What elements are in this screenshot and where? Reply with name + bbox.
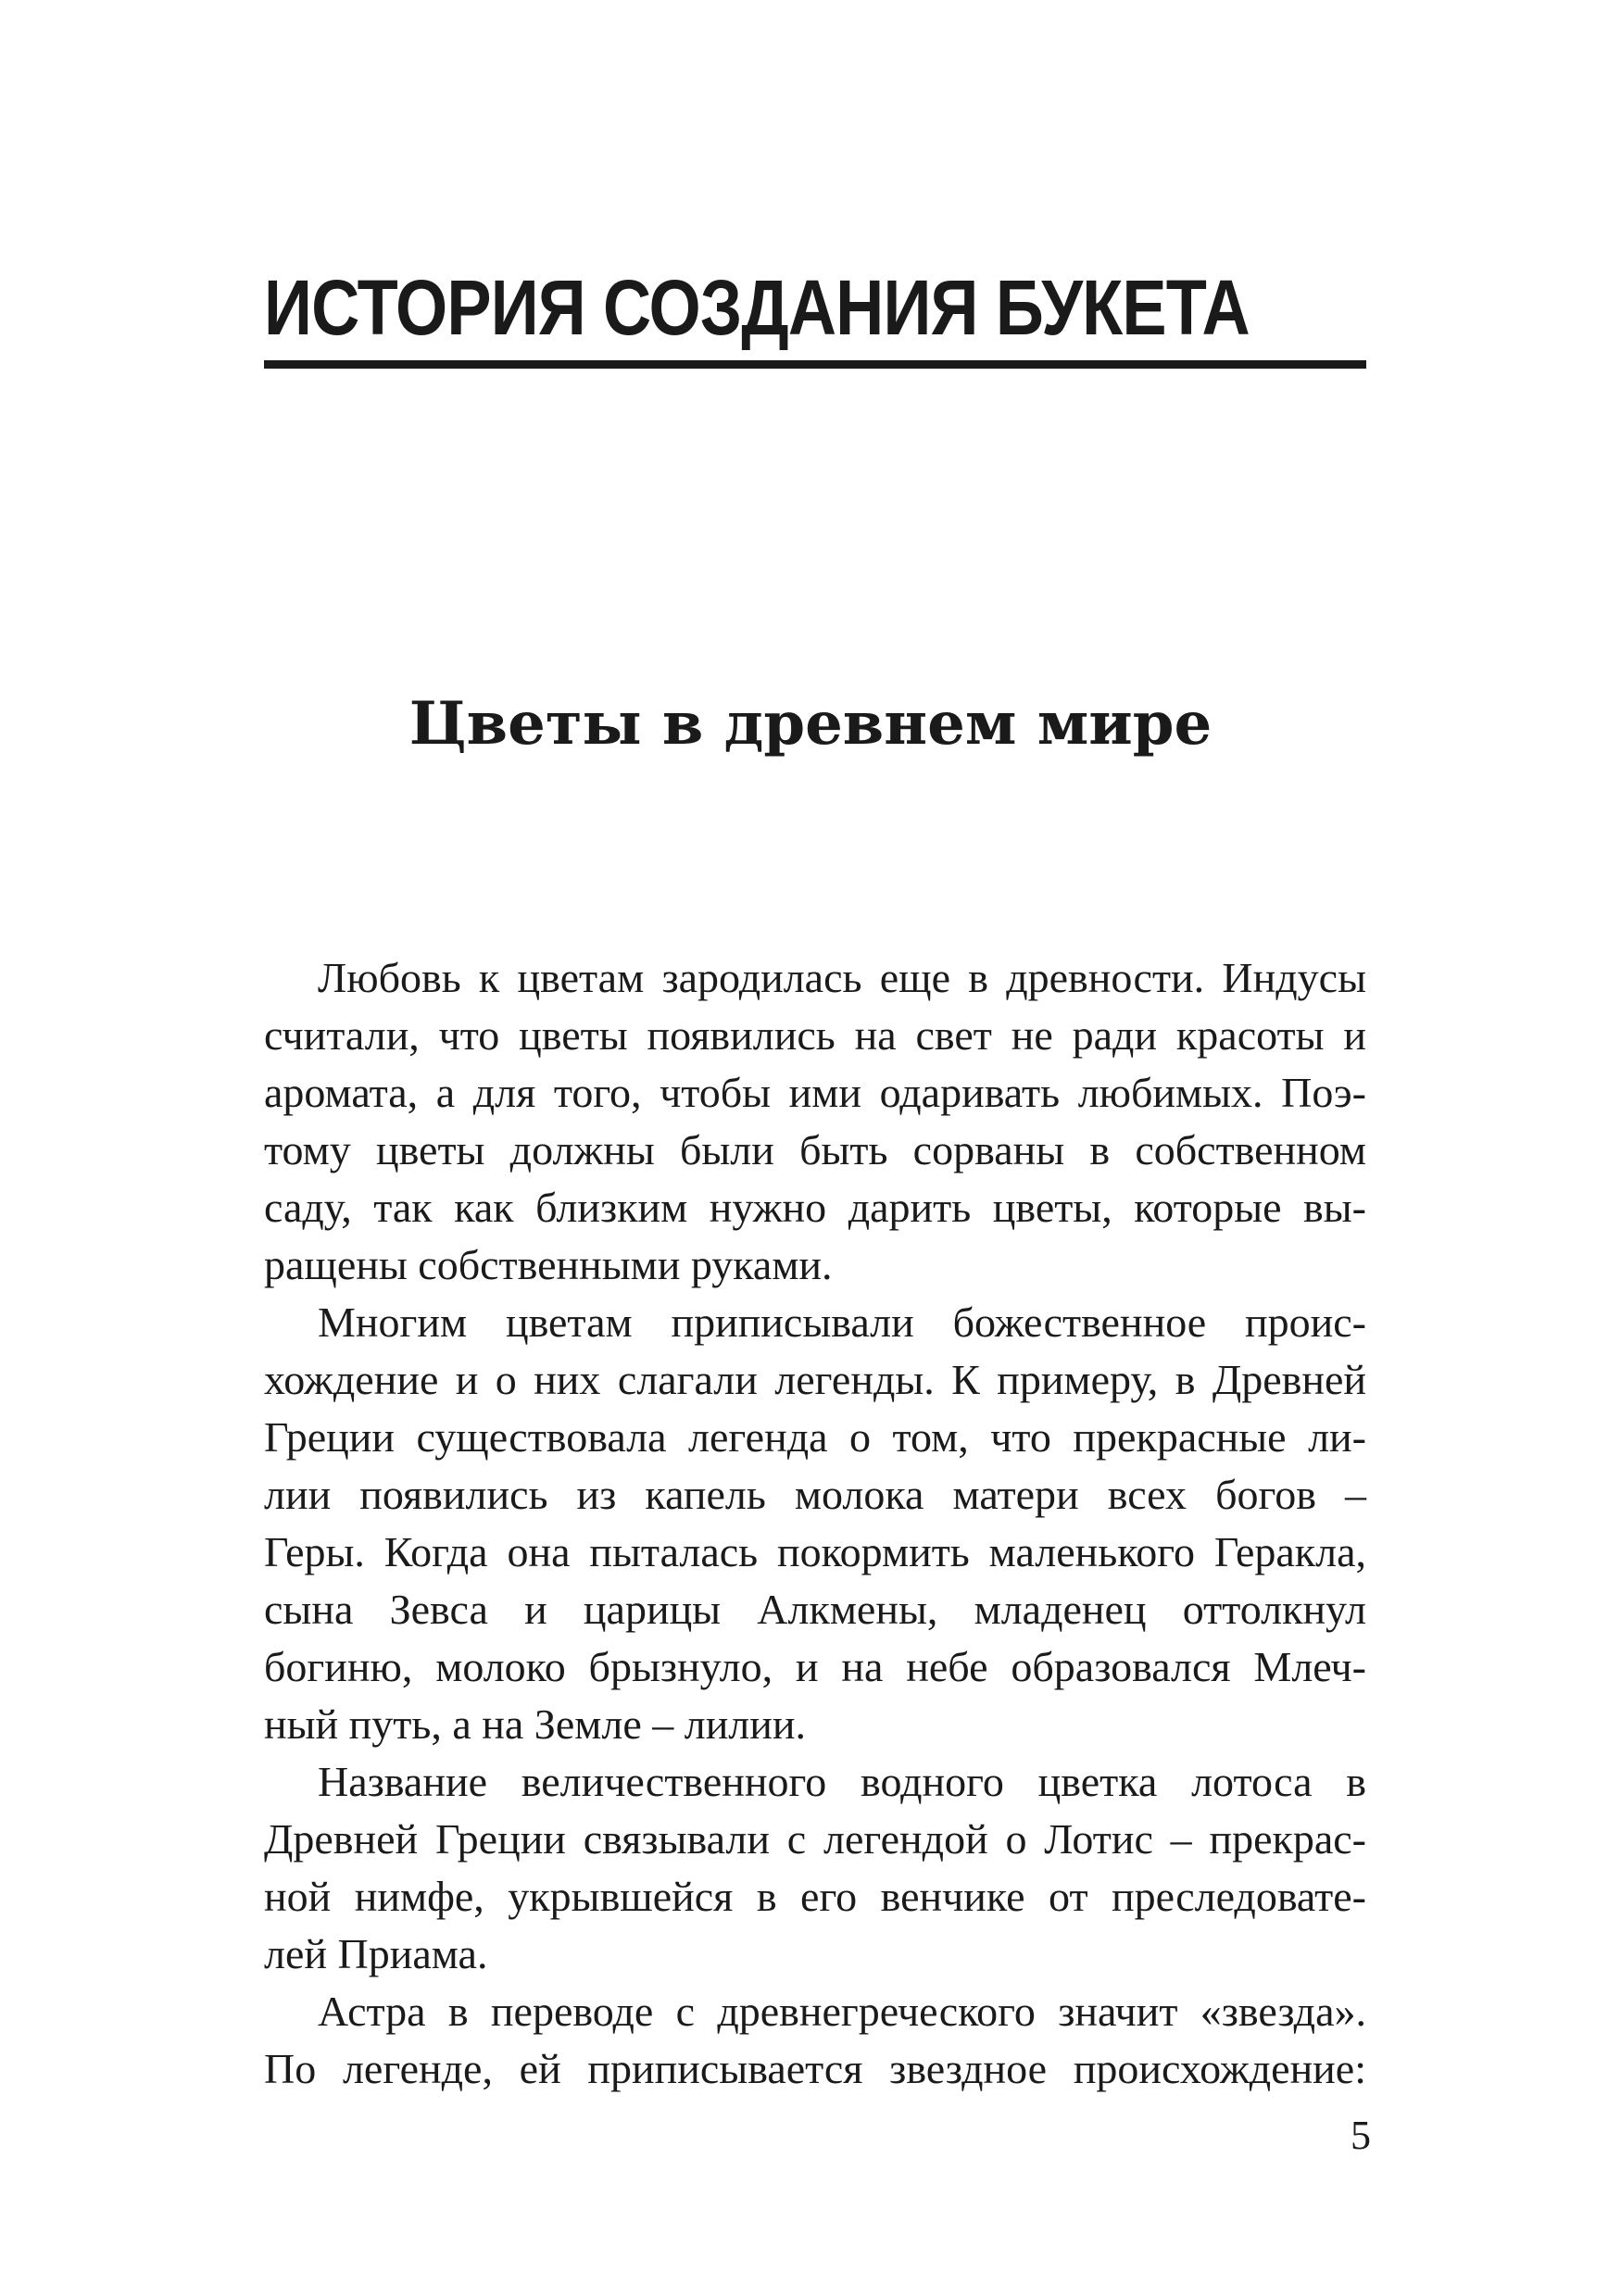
body-line: ращены собственными руками. [264, 1241, 833, 1288]
body-line: Название величественного водного цветка лотоса в [318, 1758, 1366, 1805]
body-line: Греции существовала легенда о том, что прекрасные ли- [264, 1413, 1366, 1461]
body-line: ный путь, а на Земле – лилии. [264, 1700, 806, 1748]
body-line: считали, что цветы появились на свет не ради красоты и [264, 1011, 1366, 1059]
body-line: ной нимфе, укрывшейся в его венчике от преследовате- [264, 1873, 1366, 1920]
chapter-title-underline [264, 360, 1366, 369]
body-line: хождение и о них слагали легенды. К примеру, в Древней [264, 1356, 1366, 1403]
body-line: тому цветы должны были быть сорваны в собственном [264, 1126, 1366, 1173]
body-line: По легенде, ей приписывается звездное происхождение: [264, 2045, 1366, 2092]
body-line: сына Зевса и царицы Алкмены, младенец оттолкнул [264, 1586, 1366, 1633]
body-line: саду, так как близким нужно дарить цветы, которые вы- [264, 1184, 1366, 1231]
body-line: богиню, молоко брызнуло, и на небе образовался Млеч- [264, 1643, 1366, 1690]
body-text [264, 949, 1366, 2098]
body-line: Древней Греции связывали с легендой о Лотис – прекрас- [264, 1815, 1366, 1863]
body-line: Астра в переводе с древнегреческого значит «звезда». [318, 1988, 1366, 2035]
body-line: лии появились из капель молока матери всех богов – [264, 1471, 1366, 1518]
chapter-title: ИСТОРИЯ СОЗДАНИЯ БУКЕТА [264, 264, 1250, 351]
body-line: лей Приама. [264, 1930, 488, 1977]
body-line: аромата, а для того, чтобы ими одаривать любимых. Поэ- [264, 1069, 1366, 1116]
body-line: Многим цветам приписывали божественное проис- [318, 1299, 1366, 1346]
body-line: Геры. Когда она пыталась покормить маленького Геракла, [264, 1528, 1366, 1575]
page-number: 5 [1351, 2113, 1371, 2158]
section-title: Цветы в древнем мире [408, 689, 1213, 759]
body-line: Любовь к цветам зародилась еще в древности. Индусы [318, 954, 1366, 1001]
